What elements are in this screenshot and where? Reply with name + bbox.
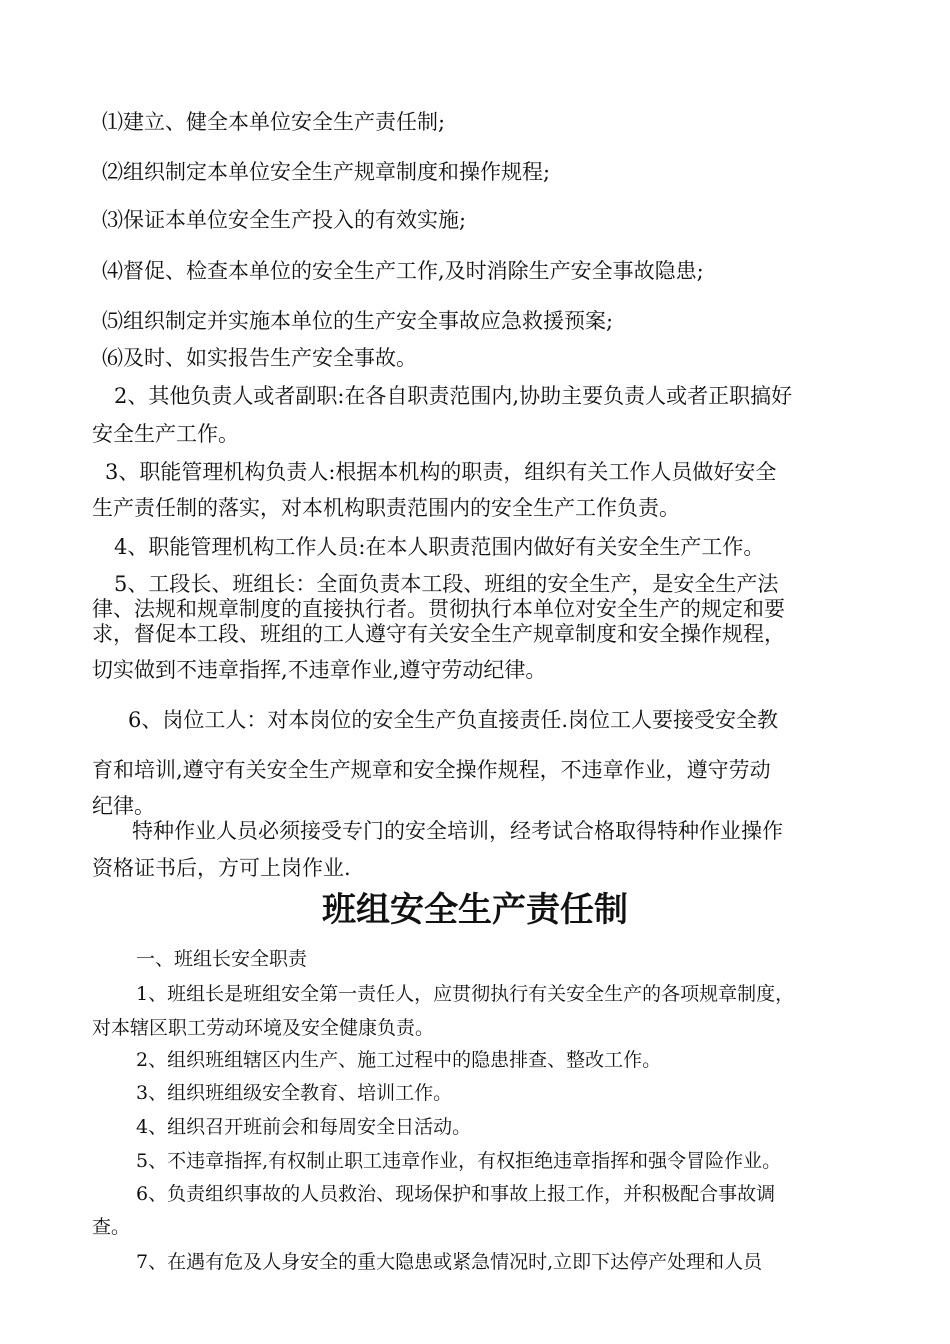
paragraph-6-line-2: 育和培训,遵守有关安全生产规章和安全操作规程，不违章作业，遵守劳动 (92, 758, 771, 782)
paragraph-5-line-3: 求，督促本工段、班组的工人遵守有关安全生产规章制度和安全操作规程， (92, 622, 785, 646)
item-4: 4、组织召开班前会和每周安全日活动。 (136, 1116, 472, 1138)
paragraph-4: 4、职能管理机构工作人员:在本人职责范围内做好有关安全生产工作。 (114, 535, 765, 559)
paragraph-6-line-3: 纪律。 (92, 794, 155, 818)
paragraph-2-line-2: 安全生产工作。 (92, 422, 239, 446)
paragraph-7-line-1: 特种作业人员必须接受专门的安全培训，经考试合格取得特种作业操作 (132, 819, 783, 843)
item-3: 3、组织班组级安全教育、培训工作。 (136, 1082, 453, 1104)
item-7: 7、在遇有危及人身安全的重大隐患或紧急情况时,立即下达停产处理和人员 (136, 1251, 763, 1273)
duty-item-1: ⑴建立、健全本单位安全生产责任制; (102, 110, 446, 134)
paragraph-6-line-1: 6、岗位工人：对本岗位的安全生产负直接责任.岗位工人要接受安全教 (128, 708, 779, 732)
duty-item-4: ⑷督促、检查本单位的安全生产工作,及时消除生产安全事故隐患; (102, 259, 704, 283)
paragraph-3-line-2: 生产责任制的落实，对本机构职责范围内的安全生产工作负责。 (92, 496, 680, 520)
paragraph-2-line-1: 2、其他负责人或者副职:在各自职责范围内,协助主要负责人或者正职搞好 (114, 384, 793, 408)
item-6-line-1: 6、负责组织事故的人员救治、现场保护和事故上报工作，并积极配合事故调 (136, 1183, 776, 1205)
paragraph-5-line-2: 律、法规和规章制度的直接执行者。贯彻执行本单位对安全生产的规定和要 (92, 597, 785, 621)
duty-item-2: ⑵组织制定本单位安全生产规章制度和操作规程; (102, 160, 551, 184)
duty-item-5: ⑸组织制定并实施本单位的生产安全事故应急救援预案; (102, 309, 614, 333)
duty-item-6: ⑹及时、如实报告生产安全事故。 (102, 346, 417, 370)
item-2: 2、组织班组辖区内生产、施工过程中的隐患排查、整改工作。 (136, 1049, 662, 1071)
paragraph-5-line-4: 切实做到不违章指挥,不违章作业,遵守劳动纪律。 (92, 658, 547, 682)
item-6-line-2: 查。 (92, 1216, 131, 1238)
item-5: 5、不违章指挥,有权制止职工违章作业，有权拒绝违章指挥和强令冒险作业。 (136, 1150, 782, 1172)
section-heading: 一、班组长安全职责 (136, 948, 308, 970)
item-1-line-1: 1、班组长是班组安全第一责任人，应贯彻执行有关安全生产的各项规章制度， (136, 983, 795, 1005)
item-1-line-2: 对本辖区职工劳动环境及安全健康负责。 (92, 1017, 435, 1039)
paragraph-5-line-1: 5、工段长、班组长：全面负责本工段、班组的安全生产，是安全生产法 (114, 572, 779, 596)
section-title: 班组安全生产责任制 (322, 890, 628, 930)
duty-item-3: ⑶保证本单位安全生产投入的有效实施; (102, 208, 467, 232)
paragraph-3-line-1: 3、职能管理机构负责人:根据本机构的职责，组织有关工作人员做好安全 (105, 460, 777, 484)
paragraph-7-line-2: 资格证书后，方可上岗作业. (92, 856, 351, 880)
